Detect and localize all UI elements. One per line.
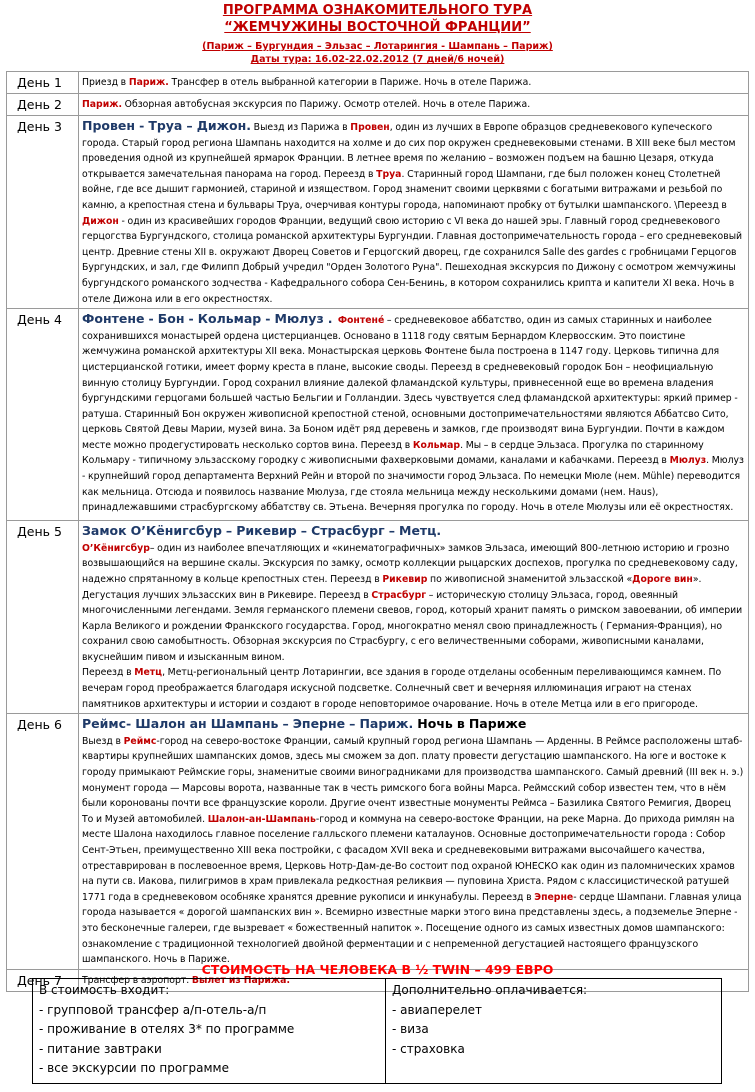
document-header [0,0,755,66]
included-cell [33,979,386,1084]
day-route: Фонтене - Бон - Кольмар - Мюлуз . [82,311,333,327]
day-row [7,72,749,94]
cost-table [32,978,722,1084]
day-description: Провен - Труа – Дижон. Выезд из Парижа в Провен, один из лучших в Европе образцов средневекового купеческого города. Старый город региона Шампань находится на холме и до сих пор окружен средневековыми стенами. В XIII веке был местом проведения одной из крупнейшей ярмарок Франции. В летнее время по желанию – возможен подъем на башню Цезаря, откуда открывается замечательная панорама на город. Переезд в Труа. Старинный город Шампани, где был положен конец Столетней войне, где все дышит гармонией, стариной и изяществом. Город знаменит своими церквями с богатыми витражами и резьбой по камню, а крепостная стена и бульвары Труа, очерчивая контуры города, напоминают пробку от бутылки шампанского. \Переезд в Дижон - один из красивейших городов Франции, ведущий свою историю с VI века до нашей эры. Главный город средневекового герцогства Бургундского, столица романской архитектуры Бургундии. Главная достопримечательность города – его средневековый центр. Древние стены XII в. окружают Дворец Советов и Герцогский дворец, где сохранился Salle des gardes с гробницами Герцогов Бургундских, и зал, где Филипп Добрый учредил "Орден Золотого Руна". Пешеходная экскурсия по Дижону с осмотром жемчужины бургундского романского зодчества - Кафедрального собора Сен-Бенинь, в котором сохранились крипта и капители XI века. Ночь в отеле Дижона или в его окрестностях. [82,118,743,305]
day-row [7,116,749,309]
day-label: День 2 [7,94,79,116]
day-route: Замок О’Кёнигсбур – Рикевир – Страсбург – Метц. [82,523,442,539]
extra-item: - страховка [392,1041,465,1056]
day-row [7,714,749,970]
tour-name: “ЖЕМЧУЖИНЫ ВОСТОЧНОЙ ФРАНЦИИ” [224,20,531,35]
included-item: - питание завтраки [39,1041,162,1056]
day-description: Трансфер в аэропорт. Вылет из Парижа. [82,974,290,986]
included-heading: В стоимость входит: [39,983,170,997]
day-label: День 7 [7,969,79,991]
day-row [7,521,749,714]
day-row [7,94,749,116]
day-description: Приезд в Париж. Трансфер в отель выбранной категории в Париже. Ночь в отеле Парижа. [82,77,532,88]
extra-cell [386,979,722,1084]
day-label: День 6 [7,714,79,970]
day-row [7,309,749,521]
program-table [6,71,749,992]
extra-item: - авиаперелет [392,1002,482,1017]
price-line: СТОИМОСТЬ НА ЧЕЛОВЕКА В ½ TWIN – 499 ЕВРО [201,962,554,977]
included-item: - групповой трансфер а/п-отель-а/п [39,1002,267,1017]
included-item: - проживание в отелях 3* по программе [39,1022,295,1036]
extra-item: - виза [392,1022,429,1036]
day-route: Провен - Труа – Дижон. [82,118,252,133]
included-item: - все экскурсии по программе [39,1061,229,1075]
day-label: День 3 [7,116,79,309]
day-description: Реймс- Шалон ан Шампань – Эперне – Париж. Ночь в Париже Выезд в Реймс-город на северо-востоке Франции, самый крупный город региона Шампань — Арденны. В Реймсе расположены штаб-квартиры крупнейших шампанских домов, здесь мы сможем за доп. плату провести дегустацию шампанского. На юге и востоке к городу примыкают Реймские горы, знаменитые своими виноградниками для производства шампанского. Самый древний (III век н. э.) монумент города — Марсовы ворота, названные так в честь римского бога войны Марса. Реймсский собор известен тем, что в нём были коронованы почти все французские короли. Другие очент известные монументы Реймса – Базилика Святого Ремигия, Дворец То и Музей автомобилей. Шалон-ан-Шампань-город и коммуна на северо-востоке Франции, на реке Марна. До прихода римлян на месте Шалона находилось главное поселение галльского племени каталаунов. Основные достопримечательности города : Собор Сент-Этьен, преимущественно XIII века постройки, с фасадом XVII века и средневековыми витражами высочайшего качества, отреставрирован в послевоенное время, Церковь Нотр-Дам-де-Во состоит под охраной ЮНЕСКО как один из паломнических храмов на пути св. Иакова, пилигримов в храм привлекала редкостная реликвия — пуповина Христа. Рядом с классицистической ратушей 1771 года в средневековом особняке хранятся древние рукописи и инкунабулы. Переезд в Эперне- сердце Шампани. Главная улица города называется « дорогой шампанских вин ». Всемирно известные марки этого вина представлены здесь, а подземелье Эперне - это бесконечные галереи, где вызревает « божественный напиток ». Посещение одного из самых известных домов шампанского: ознакомление с традиционной технологией двойной ферментации и с непременной дегустацией настоящего французского шампанского. Ночь в Париже. [82,716,744,966]
day-description: Фонтене - Бон - Кольмар - Мюлуз . Фонтенé – средневековое аббатство, один из самых старинных и наиболее сохранившихся монастырей ордена цистерцианцев. Основано в 1118 году святым Бернардом Клервосским. Это поистине жемчужина романской архитектуры XII века. Монастырская церковь Фонтене была построена в 1147 году. Церковь типична для цистерцианской готики, имеет форму креста в плане, высокие своды. Переезд в средневековый городок Бон – неофициальную винную столицу Бургундии. Город сохранил влияние далекой фламандской культуры, привнесенной еще во времена владения бургундскими герцогами большей частью Бельгии и Голландии. Здесь чувствуется след фламандской архитектуры: яркий пример - ратуша. Старинный Бон окружен живописной крепостной стеной, основными достопримечательностями являются Аббатсво Сито, церковь Святой Девы Марии, музей вина. За Боном идёт ряд деревень и замков, где производят вина Бургундии. Почти в каждом месте можно продегустировать несколько сортов вина. Переезд в Кольмар. Мы – в сердце Эльзаса. Прогулка по старинному Кольмару - типичному эльзасскому городку с живописными фахверковыми домами, каналами и кабачками. Переезд в Мюлуз. Мюлуз - крупнейший город департамента Верхний Рейн и второй по значимости город Эльзаса. По немецки Мюле (нем. Mühle) переводится как мельница. Отсюда и появилось название Мюлуза, где стояла мельница между несколькими домами (нем. Haus), принадлежавшими страсбургскому аббатству св. Этьена. Вечерняя прогулка по городу. Ночь в отеле Мюлузы или её окрестностях. [82,311,744,514]
day-label: День 5 [7,521,79,714]
tour-dates: Даты тура: 16.02-22.02.2012 (7 дней/6 ночей) [250,54,505,65]
document-title: ПРОГРАММА ОЗНАКОМИТЕЛЬНОГО ТУРА [222,3,533,18]
day-label: День 1 [7,72,79,94]
day-description: Париж. Обзорная автобусная экскурсия по Парижу. Осмотр отелей. Ночь в отеле Парижа. [82,99,531,110]
day-description: Замок О’Кёнигсбур – Рикевир – Страсбург – Метц. О’Кёнигсбур– один из наиболее впечатляющих и «кинематографичных» замков Эльзаса, имеющий 800-летнюю историю и грозно возвышающийся на вершине скалы. Экскурсия по замку, осмотр коллекции рыцарских доспехов, прогулка по средневековому саду, надежно спрятанному в кольце крепостных стен. Переезд в Рикевир по живописной знаменитой эльзасской «Дороге вин». Дегустация лучших эльзасских вин в Рикевире. Переезд в Страсбург – историческую столицу Эльзаса, город, овеянный многочисленными легендами. Земля германского племени свевов, город, который хранит память о римском завоевании, об империи Карла Великого и рождении Франкского государства. Город, многократно менял свою принадлежность ( Германия-Франция), но сохранил свою самобытность. Обзорная экскурсия по Страсбургу, с его величественными соборами, живописными каналами, вкуснейшим пивом и изысканным вином. Переезд в Метц, Метц-региональный центр Лотарингии, все здания в городе отделаны особенным переливающимся камнем. По вечерам город преображается благодаря искусной подсветке. Солнечный свет и вечерняя иллюминация играют на стенах памятников архитектуры и истории и создают в городе неповторимое очарование. Ночь в отеле Метца или в его пригороде. [82,523,743,710]
day-route: Реймс- Шалон ан Шампань – Эперне – Париж. [82,716,414,732]
extra-heading: Дополнительно оплачивается: [392,983,588,997]
day-label: День 4 [7,309,79,521]
tour-route: (Париж – Бургундия – Эльзас – Лотарингия - Шампань – Париж) [202,41,553,52]
